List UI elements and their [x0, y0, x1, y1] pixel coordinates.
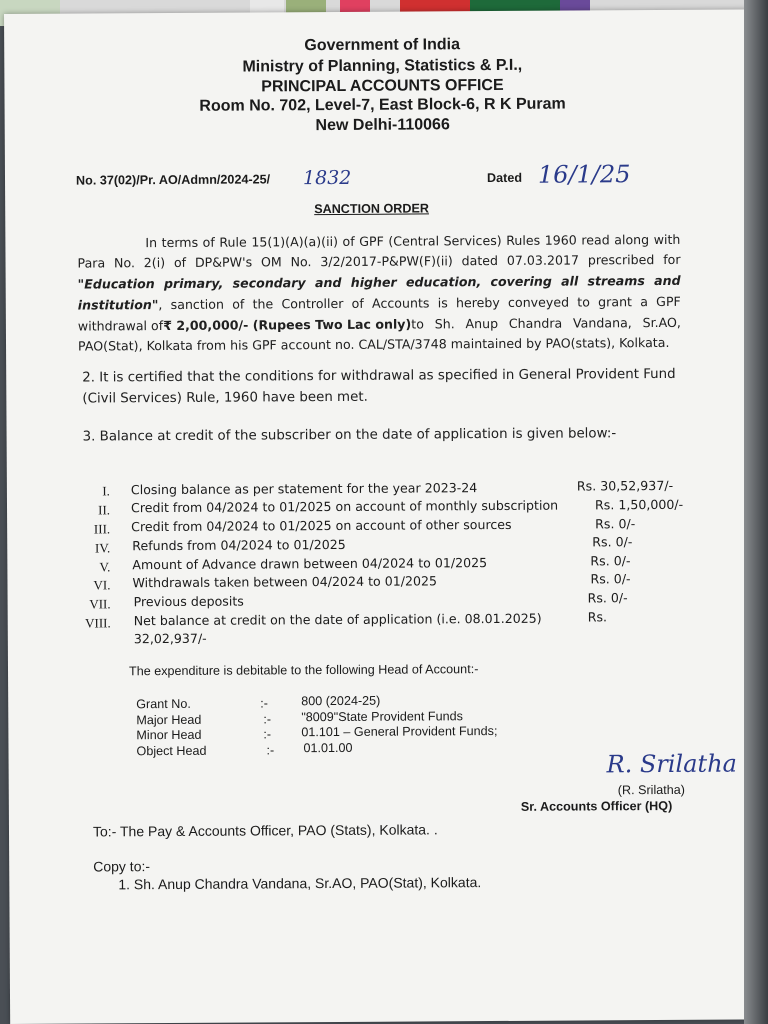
head-separator: :- [263, 712, 272, 727]
balance-item-text: Net balance at credit on the date of application (i.e. 08.01.2025) [133, 610, 542, 629]
balance-item-num: IV. [94, 540, 111, 556]
para1-sanction-text: , sanction of the Controller of Accounts is hereby conveyed to grant a GPF [158, 293, 681, 313]
balance-item-amount: Rs. 0/- [590, 571, 631, 587]
head-separator: :- [263, 727, 272, 742]
balance-item-amount: Rs. 30,52,937/- [576, 477, 674, 494]
reference-number: No. 37(02)/Pr. AO/Admn/2024-25/ [75, 172, 271, 188]
balance-item-num: V. [99, 559, 111, 575]
net-balance-amount: 32,02,937/- [133, 630, 207, 647]
expenditure-intro: The expenditure is debitable to the following Head of Account:- [128, 662, 479, 679]
balance-item-amount: Rs. [587, 609, 608, 625]
header-ministry: Ministry of Planning, Statistics & P.I., [242, 56, 523, 76]
para1-amount: ₹ 2,00,000/- (Rupees Two Lac only) [163, 316, 412, 334]
handwritten-date: 16/1/25 [537, 160, 631, 189]
para1-line2: Para No. 2(i) of DP&PW's OM No. 3/2/2017-P&PW(F)(ii) dated 07.03.2017 prescribed for [77, 251, 681, 271]
dated-label: Dated [486, 170, 523, 186]
handwritten-signature: R. Srilatha [606, 749, 737, 779]
para1-purpose-end: institution" [77, 297, 159, 313]
para2-line2: (Civil Services) Rule, 1960 have been met. [82, 389, 368, 407]
balance-item-num: VII. [89, 596, 111, 612]
head-value: "8009"State Provident Funds [301, 709, 463, 725]
balance-item-num: III. [93, 521, 111, 537]
head-label: Minor Head [136, 727, 202, 743]
balance-item-amount: Rs. 0/- [595, 516, 636, 532]
para3: 3. Balance at credit of the subscriber on the date of application is given below:- [82, 426, 617, 445]
balance-item-text: Closing balance as per statement for the year 2023-24 [130, 480, 478, 498]
balance-item-num: VIII. [85, 615, 111, 631]
copy-to-item: 1. Sh. Anup Chandra Vandana, Sr.AO, PAO(Stat), Kolkata. [118, 874, 482, 893]
balance-item-amount: Rs. 1,50,000/- [594, 496, 684, 513]
head-value: 01.01.00 [303, 740, 353, 756]
balance-item-text: Withdrawals taken between 04/2024 to 01/2025 [132, 573, 438, 591]
balance-item-amount: Rs. 0/- [587, 590, 628, 606]
head-separator: :- [260, 696, 268, 711]
balance-item-amount: Rs. 0/- [592, 534, 633, 550]
head-value: 01.101 – General Provident Funds; [301, 723, 498, 740]
copy-to-label: Copy to:- [93, 858, 151, 875]
balance-item-text: Credit from 04/2024 to 01/2025 on account of other sources [131, 516, 512, 535]
para2-line1: 2. It is certified that the conditions for withdrawal as specified in General Provident Fund [82, 366, 676, 386]
para1-line3: "Education primary, secondary and higher education, covering all streams and [77, 272, 681, 292]
para1-beneficiary: to Sh. Anup Chandra Vandana, Sr.AO, [411, 314, 681, 332]
balance-item-text: Refunds from 04/2024 to 01/2025 [132, 536, 346, 554]
balance-item-text: Credit from 04/2024 to 01/2025 on account of monthly subscription [130, 497, 559, 516]
header-government: Government of India [304, 36, 461, 55]
signatory-designation: Sr. Accounts Officer (HQ) [520, 798, 673, 814]
header-address: Room No. 702, Level-7, East Block-6, R K Puram [199, 95, 566, 115]
head-value: 800 (2024-25) [301, 693, 381, 709]
head-label: Major Head [136, 712, 202, 728]
para1-withdrawal-label: withdrawal of [77, 318, 164, 334]
para1-line1: In terms of Rule 15(1)(A)(a)(ii) of GPF (Central Services) Rules 1960 read along with [145, 231, 681, 251]
signatory-name: (R. Srilatha) [617, 782, 685, 798]
balance-item-text: Previous deposits [133, 593, 244, 610]
to-line: To:- The Pay & Accounts Officer, PAO (Stats), Kolkata. . [92, 821, 438, 840]
balance-item-amount: Rs. 0/- [590, 553, 631, 569]
head-separator: :- [266, 743, 275, 758]
balance-item-num: VI. [93, 577, 111, 593]
document-title: SANCTION ORDER [314, 201, 429, 217]
header-office: PRINCIPAL ACCOUNTS OFFICE [261, 76, 504, 96]
header-city: New Delhi-110066 [315, 116, 450, 135]
balance-item-text: Amount of Advance drawn between 04/2024 to 01/2025 [132, 555, 488, 573]
balance-item-num: I. [102, 483, 110, 499]
para1-line6: PAO(Stat), Kolkata from his GPF account no. CAL/STA/3748 maintained by PAO(stats), Kolkata. [77, 334, 670, 354]
balance-item-num: II. [98, 502, 111, 518]
sanction-order-document [4, 9, 766, 1024]
table-edge [744, 0, 768, 1024]
handwritten-reference-number: 1832 [302, 166, 352, 190]
head-label: Grant No. [136, 696, 191, 712]
head-label: Object Head [136, 743, 207, 759]
